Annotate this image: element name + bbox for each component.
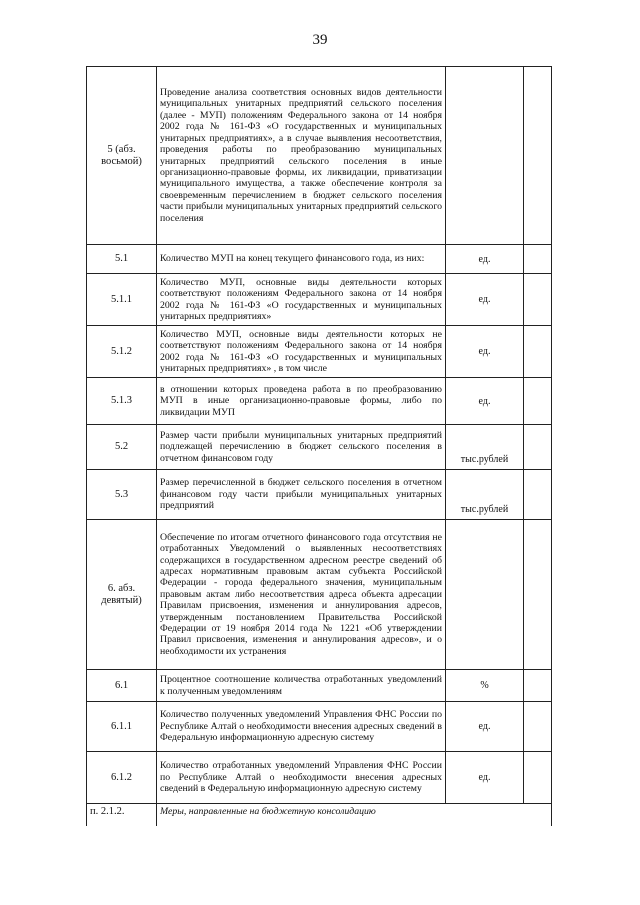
row-text: Количество отработанных уведомлений Управления ФНС России по Республике Алтай о необходимости внесения адресных сведений в Федеральную информационную адресную систему: [157, 752, 446, 804]
footer-row-text: Меры, направленные на бюджетную консолидацию: [157, 804, 552, 826]
row-unit: ед.: [446, 245, 524, 274]
row-unit: [446, 520, 524, 670]
row-value: [524, 470, 552, 520]
row-number: 6.1.1: [87, 702, 157, 752]
row-unit: ед.: [446, 752, 524, 804]
row-unit: ед.: [446, 378, 524, 425]
row-number: 5.1.2: [87, 326, 157, 378]
table-row: [87, 274, 552, 326]
row-unit: тыс.рублей: [446, 425, 524, 470]
table-row: [87, 520, 552, 670]
row-number: 6.1.2: [87, 752, 157, 804]
row-value: [524, 274, 552, 326]
row-unit: ед.: [446, 702, 524, 752]
table-row: [87, 425, 552, 470]
row-text: Процентное соотношение количества отработанных уведомлений к полученным уведомлениям: [157, 670, 446, 702]
page-number: 39: [312, 32, 328, 48]
row-unit: ед.: [446, 274, 524, 326]
table-row: [87, 378, 552, 425]
row-text: Количество МУП, основные виды деятельности которых соответствуют положениям Федерального закона от 14 ноября 2002 года № 161-ФЗ «О государственных и муниципальных унитарных предприятиях»: [157, 274, 446, 326]
row-number: 5.1.1: [87, 274, 157, 326]
row-text: Количество полученных уведомлений Управления ФНС России по Республике Алтай о необходимости внесения адресных сведений в Федеральную информационную адресную систему: [157, 702, 446, 752]
row-unit: ед.: [446, 326, 524, 378]
row-text: Количество МУП, основные виды деятельности которых не соответствуют положениям Федерального закона от 14 ноября 2002 года № 161-ФЗ «О государственных и муниципальных унитарных предприятиях» , в том числе: [157, 326, 446, 378]
row-unit: [446, 67, 524, 245]
table-row: [87, 752, 552, 804]
table-row: [87, 702, 552, 752]
row-value: [524, 67, 552, 245]
row-value: [524, 520, 552, 670]
row-number: 5 (абз. восьмой): [87, 67, 157, 245]
row-number: 5.3: [87, 470, 157, 520]
row-number: 6. абз. девятый): [87, 520, 157, 670]
footer-row-number: п. 2.1.2.: [87, 804, 157, 826]
table-row: [87, 470, 552, 520]
row-unit: %: [446, 670, 524, 702]
row-text: Проведение анализа соответствия основных видов деятельности муниципальных унитарных предприятий сельского поселения (далее - МУП) положениям Федерального закона от 14 ноября 2002 года № 161-ФЗ «О государственных и муниципальных унитарных предприятиях», а в случае выявления несоответствия, проведения работы по преобразованию муниципальных унитарных предприятий сельского поселения в иные организационно-правовые формы, их ликвидации, приватизации муниципального имущества, а также обеспечение контроля за своевременным перечислением в бюджет сельского поселения части прибыли муниципальных унитарных предприятий сельского поселения: [157, 67, 446, 245]
indicators-table: [86, 66, 552, 826]
row-text: Количество МУП на конец текущего финансового года, из них:: [157, 245, 446, 274]
row-value: [524, 245, 552, 274]
row-text: в отношении которых проведена работа в по преобразованию МУП в иные организационно-правовые формы, либо по ликвидации МУП: [157, 378, 446, 425]
row-value: [524, 326, 552, 378]
row-value: [524, 425, 552, 470]
table-row: [87, 245, 552, 274]
table-row: [87, 670, 552, 702]
row-value: [524, 378, 552, 425]
row-value: [524, 670, 552, 702]
row-number: 6.1: [87, 670, 157, 702]
row-value: [524, 702, 552, 752]
row-text: Размер части прибыли муниципальных унитарных предприятий подлежащей перечислению в бюджет сельского поселения в отчетном финансовом году: [157, 425, 446, 470]
row-value: [524, 752, 552, 804]
table-row: [87, 67, 552, 245]
row-number: 5.1: [87, 245, 157, 274]
row-number: 5.2: [87, 425, 157, 470]
row-number: 5.1.3: [87, 378, 157, 425]
row-unit: тыс.рублей: [446, 470, 524, 520]
table-row: [87, 326, 552, 378]
row-text: Обеспечение по итогам отчетного финансового года отсутствия не отработанных Уведомлений о выявленных несоответствиях содержащихся в государственном адресном реестре сведений об адресах нормативным правовым актам субъекта Российской Федерации - города федерального значения, муниципальным правовым актам либо несоответствия адреса объекта адресации Правилам присвоения, изменения и аннулирования адресов, утвержденным постановлением Правительства Российской Федерации от 19 ноября 2014 года № 1221 «Об утверждении Правил присвоения, изменения и аннулирования адресов», и о необходимости их устранения: [157, 520, 446, 670]
row-text: Размер перечисленной в бюджет сельского поселения в отчетном финансовом году части прибыли муниципальных унитарных предприятий: [157, 470, 446, 520]
table-row-footer: [87, 804, 552, 826]
